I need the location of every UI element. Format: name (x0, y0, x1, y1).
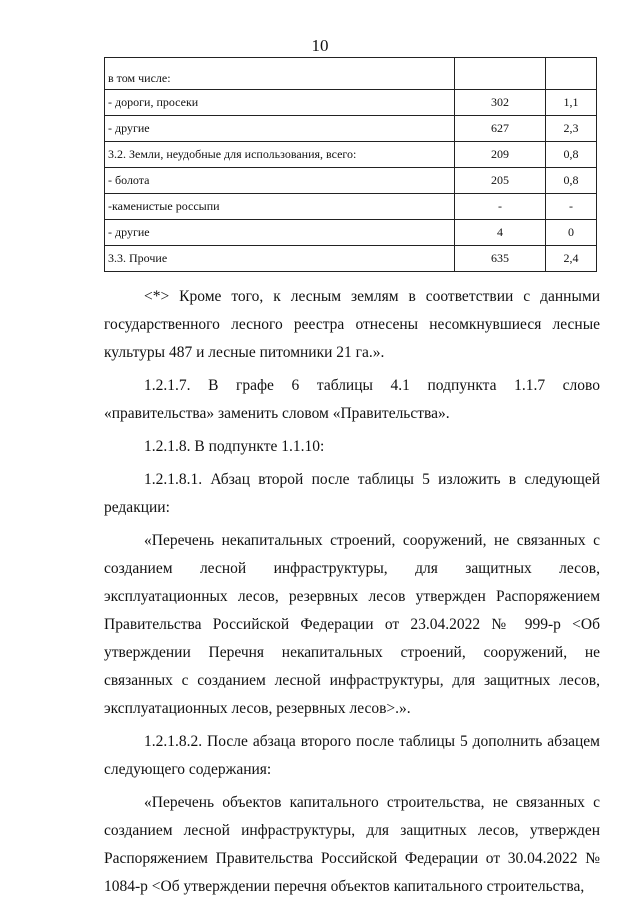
row-percent: 0 (546, 220, 597, 246)
row-area: 205 (455, 168, 546, 194)
document-body (104, 283, 600, 901)
row-percent: 2,4 (546, 246, 597, 272)
row-label: - болота (105, 168, 455, 194)
row-percent (546, 58, 597, 90)
amendment-paragraph: 1.2.1.8.2. После абзаца второго после таблицы 5 дополнить абзацем следующего содержания: (104, 733, 600, 778)
table-row (105, 90, 597, 116)
row-percent: 1,1 (546, 90, 597, 116)
amendment-paragraph: 1.2.1.8. В подпункте 1.1.10: (144, 438, 325, 455)
amendment-paragraph: 1.2.1.8.1. Абзац второй после таблицы 5 изложить в следующей редакции: (104, 471, 600, 516)
footnote-paragraph: <*> Кроме того, к лесным землям в соответствии с данными государственного лесного реестра отнесены несомкнувшиеся лесные культуры 487 и лесные питомники 21 га.». (104, 288, 600, 361)
page-number: 10 (311, 36, 329, 55)
quoted-paragraph: «Перечень некапитальных строений, сооружений, не связанных с созданием лесной инфраструктуры, для защитных лесов, эксплуатационных лесов, резервных лесов утвержден Распоряжением Правительства Российской Федерации от 23.04.2022 № 999-р <Об утверждении Перечня некапитальных строений, сооружений, не связанных с созданием лесной инфраструктуры, для защитных лесов, эксплуатационных лесов, резервных лесов>.». (104, 532, 600, 717)
row-label: 3.3. Прочие (105, 246, 455, 272)
table-row (105, 142, 597, 168)
table-row (105, 116, 597, 142)
table-row (105, 168, 597, 194)
row-percent: 0,8 (546, 142, 597, 168)
row-label: - другие (105, 220, 455, 246)
table-row (105, 246, 597, 272)
row-label: - дороги, просеки (105, 90, 455, 116)
row-label: - другие (105, 116, 455, 142)
quoted-paragraph: «Перечень объектов капитального строительства, не связанных с созданием лесной инфраструктуры, для защитных лесов, утвержден Распоряжением Правительства Российской Федерации от 30.04.2022 № 1084-р <Об утверждении перечня объектов капитального строительства, (104, 794, 600, 895)
forest-land-table (104, 57, 597, 272)
table-row (105, 220, 597, 246)
row-area (455, 58, 546, 90)
row-percent: 0,8 (546, 168, 597, 194)
table-row (105, 58, 597, 90)
row-label: -каменистые россыпи (105, 194, 455, 220)
row-area: - (455, 194, 546, 220)
row-area: 302 (455, 90, 546, 116)
amendment-paragraph: 1.2.1.7. В графе 6 таблицы 4.1 подпункта 1.1.7 слово «правительства» заменить словом «Правительства». (104, 377, 600, 422)
row-area: 4 (455, 220, 546, 246)
row-area: 635 (455, 246, 546, 272)
row-percent: - (546, 194, 597, 220)
row-label: в том числе: (105, 58, 455, 90)
row-percent: 2,3 (546, 116, 597, 142)
row-area: 627 (455, 116, 546, 142)
row-area: 209 (455, 142, 546, 168)
row-label: 3.2. Земли, неудобные для использования, всего: (105, 142, 455, 168)
table-row (105, 194, 597, 220)
